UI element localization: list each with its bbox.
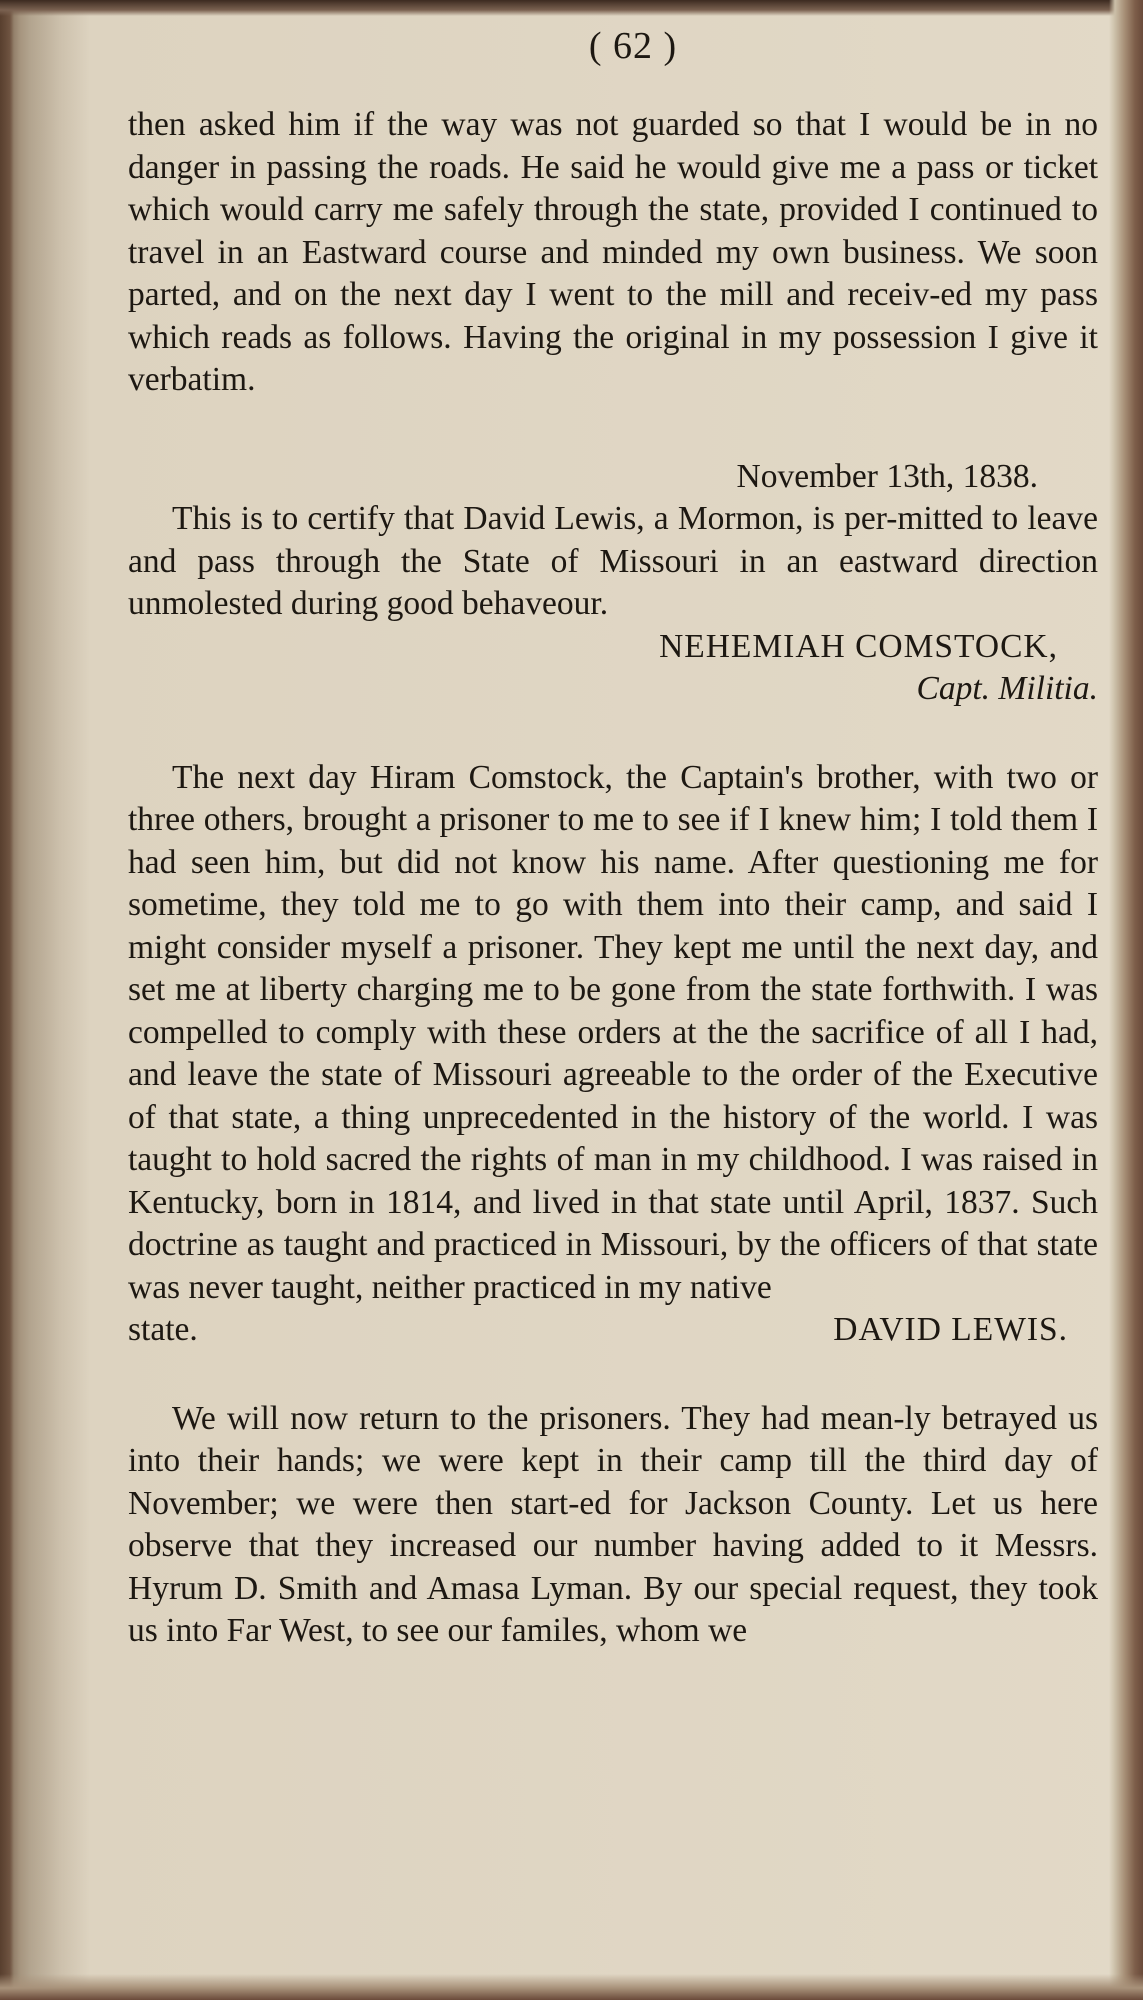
closing-paragraph: We will now return to the prisoners. They had mean-ly betrayed us into their hands; we were kept in their camp till the third day of November; we were then start-ed for Jackson County. Let us here observe that they increased our number having added to it Messrs. Hyrum D. Smith and Amasa Lyman. By our special request, they took us into Far West, to see our familes, whom we [128,1399,1098,1649]
printed-page [128,24,1098,1653]
page-number: ( 62 ) [588,25,678,67]
pass-signer-name: NEHEMIAH COMSTOCK, [659,627,1058,665]
lewis-signature: DAVID LEWIS. [833,1311,1068,1348]
pass-date: November 13th, 1838. [736,457,1038,495]
lewis-last-word: state. [128,1311,198,1348]
lewis-paragraph: The next day Hiram Comstock, the Captain's brother, with two or three others, brought a prisoner to me to see if I knew him; I told them I had seen him, but did not know his name. After questioning me for sometime, they told me to go with them into their camp, and said I might consider myself a prisoner. They kept me until the next day, and set me at liberty charging me to be gone from the state forthwith. I was compelled to comply with these orders at the the sacrifice of all I had, and leave the state of Missouri agreeable to the order of the Executive of that state, a thing unprecedented in the history of the world. I was taught to hold sacred the rights of man in my childhood. I was raised in Kentucky, born in 1814, and lived in that state until April, 1837. Such doctrine as taught and practiced in Missouri, by the officers of that state was never taught, neither practiced in my native [128,758,1098,1306]
top-edge [0,0,1143,16]
spine-shadow [0,0,90,2000]
lewis-signature-line [128,1309,1098,1352]
page-edges [1109,0,1143,2000]
opening-paragraph: then asked him if the way was not guarded so that I would be in no danger in passing the roads. He said he would give me a pass or ticket which would carry me safely through the state, provided I continued to travel in an Eastward course and minded my own business. We soon parted, and on the next day I went to the mill and receiv-ed my pass which reads as follows. Having the original in my possession I give it verbatim. [128,106,1098,398]
pass-signer-title: Capt. Militia. [916,670,1098,707]
pass-body: This is to certify that David Lewis, a Mormon, is per-mitted to leave and pass through the State of Missouri in an eastward direction unmolested during good behaveour. [128,500,1098,622]
bottom-edge [0,1974,1143,2000]
